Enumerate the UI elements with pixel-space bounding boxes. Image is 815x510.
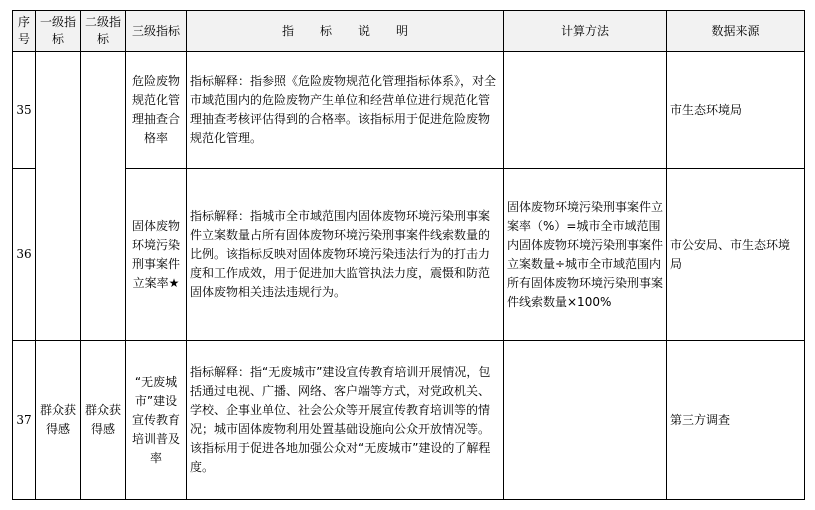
table-row: [13, 52, 805, 169]
row-37-seq: 37: [13, 341, 36, 500]
header-level2: 二级指标: [81, 11, 126, 52]
header-desc-label: 指标说明: [281, 23, 434, 38]
header-source: 数据来源: [667, 11, 805, 52]
row-35-calc: [504, 52, 667, 169]
table-row: [13, 341, 805, 500]
row-37-calc: [504, 341, 667, 500]
row-37-source: 第三方调查: [667, 341, 805, 500]
row-35-desc: 指标解释：指参照《危险废物规范化管理指标体系》，对全市域范围内的危险废物产生单位和经营单位进行规范化管理抽查考核评估得到的合格率。该指标用于促进危险废物规范化管理。: [187, 52, 504, 169]
row-35-level1: [36, 52, 81, 341]
table-header-row: [13, 11, 805, 52]
indicator-table: [12, 10, 805, 500]
row-36-calc: 固体废物环境污染刑事案件立案率（%）=城市全市域范围内固体废物环境污染刑事案件立案数量÷城市全市域范围内所有固体废物环境污染刑事案件线索数量×100%: [504, 169, 667, 341]
row-37-level2: 群众获得感: [81, 341, 126, 500]
row-35-seq: 35: [13, 52, 36, 169]
header-level3: 三级指标: [126, 11, 187, 52]
header-desc: [187, 11, 504, 52]
header-seq: 序号: [13, 11, 36, 52]
table-row: [13, 169, 805, 341]
row-36-level3: 固体废物环境污染刑事案件立案率★: [126, 169, 187, 341]
row-35-source: 市生态环境局: [667, 52, 805, 169]
row-37-desc: 指标解释：指“无废城市”建设宣传教育培训开展情况，包括通过电视、广播、网络、客户端等方式，对党政机关、学校、企事业单位、社会公众等开展宣传教育培训等的情况；城市固体废物利用处置基础设施向公众开放情况等。该指标用于促进各地加强公众对“无废城市”建设的了解程度。: [187, 341, 504, 500]
row-37-level3: “无废城市”建设宣传教育培训普及率: [126, 341, 187, 500]
row-36-source: 市公安局、市生态环境局: [667, 169, 805, 341]
row-35-level2: [81, 52, 126, 341]
header-level1: 一级指标: [36, 11, 81, 52]
header-calc: 计算方法: [504, 11, 667, 52]
row-36-seq: 36: [13, 169, 36, 341]
row-37-level1: 群众获得感: [36, 341, 81, 500]
row-36-desc: 指标解释：指城市全市域范围内固体废物环境污染刑事案件立案数量占所有固体废物环境污染刑事案件线索数量的比例。该指标反映对固体废物环境污染违法行为的打击力度和工作成效，用于促进加大监管执法力度，震慑和防范固体废物相关违法违规行为。: [187, 169, 504, 341]
row-35-level3: 危险废物规范化管理抽查合格率: [126, 52, 187, 169]
